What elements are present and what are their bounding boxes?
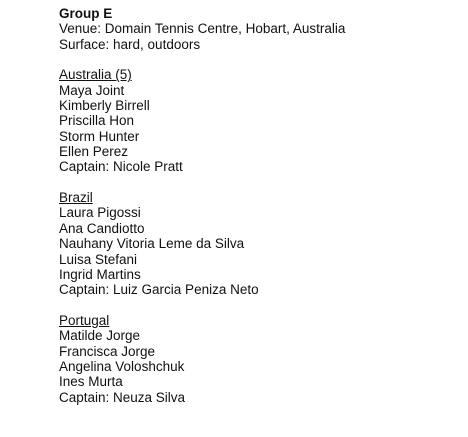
player-name: Matilde Jorge bbox=[59, 328, 141, 344]
player-name: Laura Pigossi bbox=[59, 205, 141, 221]
group-header bbox=[59, 6, 460, 52]
team-brazil bbox=[59, 190, 460, 297]
player-name: Priscilla Hon bbox=[59, 113, 135, 129]
team-name: Brazil bbox=[59, 190, 93, 206]
player-name: Ana Candiotto bbox=[59, 220, 145, 236]
player-name: Kimberly Birrell bbox=[59, 98, 150, 114]
player-name: Luisa Stefani bbox=[59, 251, 138, 267]
player-name: Angelina Voloshchuk bbox=[59, 358, 185, 374]
team-australia bbox=[59, 67, 460, 174]
player-name: Ingrid Martins bbox=[59, 266, 141, 282]
player-name: Ines Murta bbox=[59, 374, 123, 390]
team-name: Portugal bbox=[59, 312, 110, 328]
player-name: Francisca Jorge bbox=[59, 343, 156, 359]
player-name: Storm Hunter bbox=[59, 128, 140, 144]
group-title: Group E bbox=[59, 6, 113, 21]
team-portugal bbox=[59, 313, 460, 405]
player-name: Ellen Perez bbox=[59, 144, 129, 160]
surface-line: Surface: hard, outdoors bbox=[59, 36, 201, 52]
player-name: Nauhany Vitoria Leme da Silva bbox=[59, 236, 245, 252]
venue-line: Venue: Domain Tennis Centre, Hobart, Australia bbox=[59, 21, 346, 37]
captain-line: Captain: Luiz Garcia Peniza Neto bbox=[59, 282, 259, 298]
captain-line: Captain: Neuza Silva bbox=[59, 389, 186, 405]
team-name: Australia (5) bbox=[59, 67, 132, 83]
document-body bbox=[59, 6, 460, 405]
captain-line: Captain: Nicole Pratt bbox=[59, 159, 183, 175]
player-name: Maya Joint bbox=[59, 82, 125, 98]
